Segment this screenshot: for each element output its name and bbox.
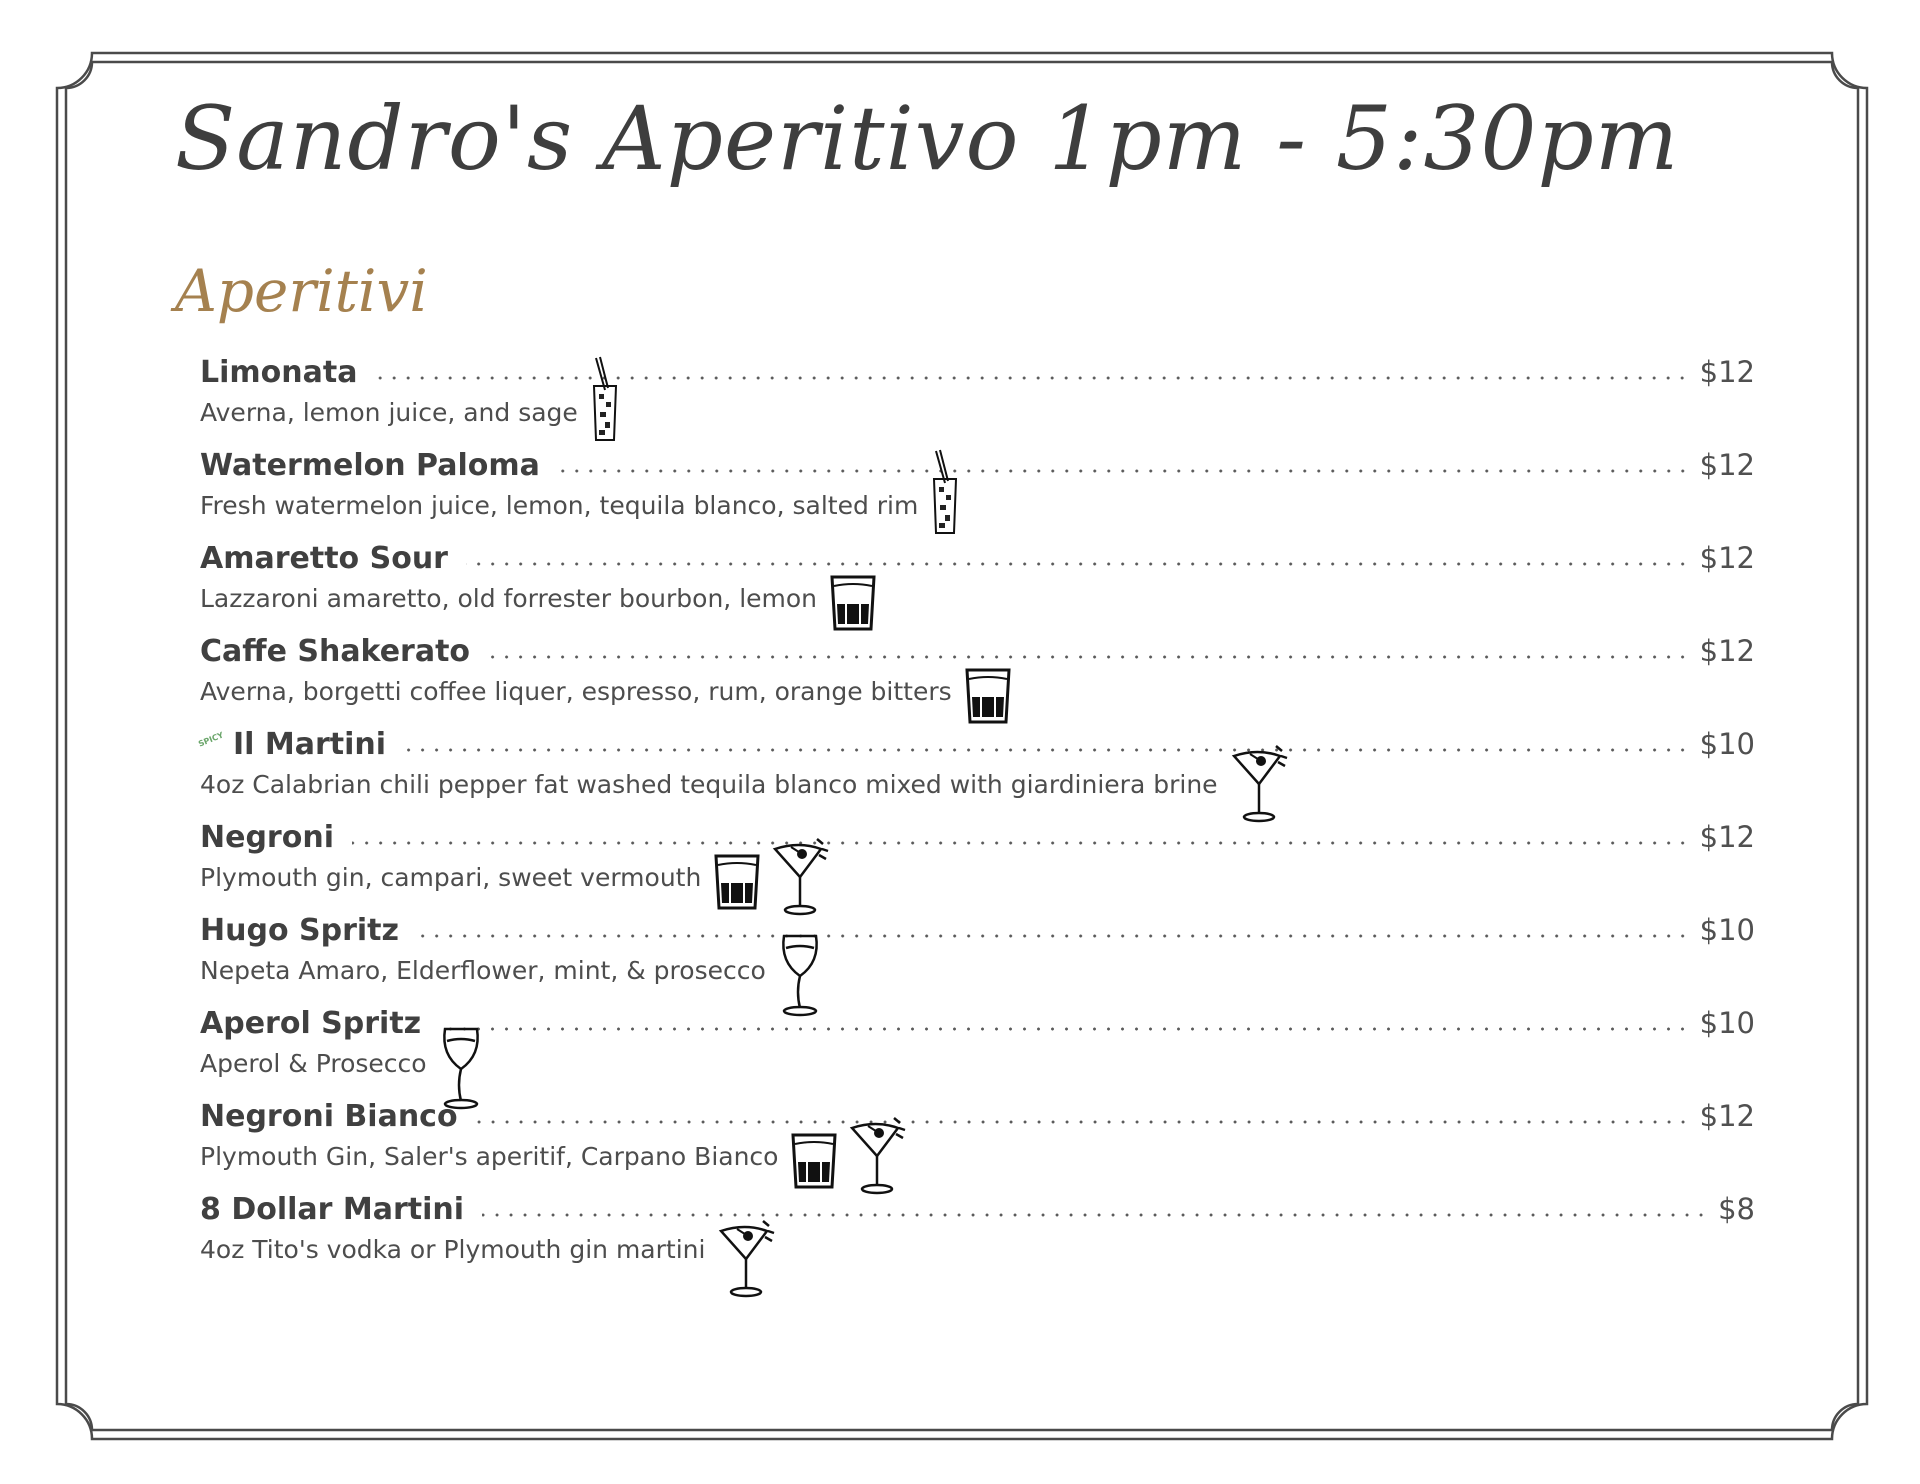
wine-glass-icon	[778, 932, 822, 1018]
spicy-badge: SPICY	[197, 730, 225, 749]
martini-glass-icon	[848, 1116, 906, 1196]
item-name	[197, 727, 387, 762]
item-name: Negroni Bianco	[200, 1099, 458, 1134]
menu-item	[200, 1006, 1755, 1102]
item-price: $10	[1699, 1006, 1755, 1040]
item-name: Watermelon Paloma	[200, 448, 540, 483]
item-name: Amaretto Sour	[200, 541, 448, 576]
item-name: Hugo Spritz	[200, 913, 399, 948]
item-name-text: Il Martini	[233, 727, 387, 762]
dot-leader	[352, 841, 1690, 845]
menu-item	[200, 820, 1755, 916]
item-description: 4oz Calabrian chili pepper fat washed tequila blanco mixed with giardiniera brine	[200, 770, 1218, 799]
tall-glass-icon	[930, 449, 960, 537]
item-price: $12	[1699, 448, 1755, 482]
menu-list	[197, 355, 1755, 1288]
item-name: Negroni	[200, 820, 334, 855]
item-price: $10	[1699, 913, 1755, 947]
item-name: Limonata	[200, 355, 358, 390]
item-description: Aperol & Prosecco	[200, 1049, 427, 1078]
item-price: $10	[1699, 727, 1755, 761]
menu-item	[200, 1099, 1755, 1195]
item-description: Nepeta Amaro, Elderflower, mint, & prosecco	[200, 956, 766, 985]
section-heading: Aperitivi	[175, 257, 428, 325]
dot-leader	[488, 655, 1690, 659]
item-description: Fresh watermelon juice, lemon, tequila blanco, salted rim	[200, 491, 919, 520]
menu-item	[200, 634, 1755, 730]
dot-leader	[404, 748, 1690, 752]
dot-leader	[375, 376, 1689, 380]
menu-title: Sandro's Aperitivo 1pm - 5:30pm	[175, 87, 1680, 190]
martini-glass-icon	[771, 837, 829, 917]
item-description: Averna, borgetti coffee liquer, espresso, rum, orange bitters	[200, 677, 952, 706]
item-description: Lazzaroni amaretto, old forrester bourbon, lemon	[200, 584, 818, 613]
wine-glass-icon	[439, 1025, 483, 1111]
dot-leader	[558, 469, 1690, 473]
dot-leader	[476, 1120, 1690, 1124]
menu-item	[200, 355, 1755, 451]
dot-leader	[482, 1213, 1708, 1217]
menu-item	[200, 913, 1755, 1009]
rocks-glass-icon	[790, 1132, 838, 1190]
item-price: $12	[1699, 1099, 1755, 1133]
martini-glass-icon	[717, 1219, 775, 1299]
menu-item	[200, 448, 1755, 544]
item-price: $12	[1699, 355, 1755, 389]
menu-item	[197, 727, 1755, 823]
item-price: $12	[1699, 541, 1755, 575]
item-name: Aperol Spritz	[200, 1006, 422, 1041]
martini-glass-icon	[1230, 744, 1288, 824]
rocks-glass-icon	[829, 574, 877, 632]
rocks-glass-icon	[713, 853, 761, 911]
menu-item	[200, 1192, 1755, 1288]
tall-glass-icon	[590, 356, 620, 444]
item-price: $12	[1699, 820, 1755, 854]
rocks-glass-icon	[964, 667, 1012, 725]
dot-leader	[439, 1027, 1690, 1031]
item-price: $12	[1699, 634, 1755, 668]
item-description: Averna, lemon juice, and sage	[200, 398, 578, 427]
item-description: Plymouth gin, campari, sweet vermouth	[200, 863, 702, 892]
item-description: 4oz Tito's vodka or Plymouth gin martini	[200, 1235, 706, 1264]
item-price: $8	[1718, 1192, 1755, 1226]
item-name: 8 Dollar Martini	[200, 1192, 465, 1227]
item-description: Plymouth Gin, Saler's aperitif, Carpano Bianco	[200, 1142, 779, 1171]
item-name: Caffe Shakerato	[200, 634, 471, 669]
dot-leader	[466, 562, 1690, 566]
menu-item	[200, 541, 1755, 637]
dot-leader	[417, 934, 1690, 938]
